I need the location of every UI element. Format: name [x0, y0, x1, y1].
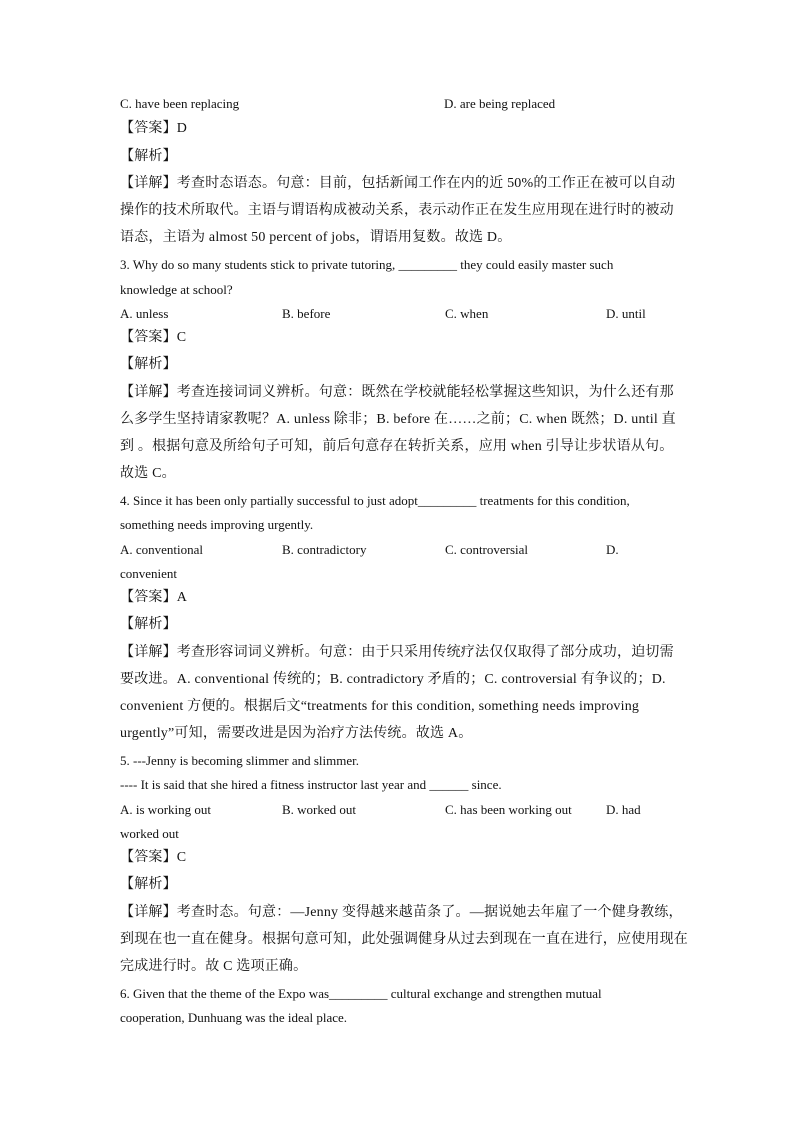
q2-option-c: C. have been replacing: [120, 96, 240, 111]
q4-option-b: B. contradictory: [282, 542, 367, 557]
q2-detail-line: 操作的技术所取代。主语与谓语构成被动关系，表示动作正在发生应用现在进行时的被动: [120, 203, 674, 218]
q2-detail-line: 【详解】考查时态语态。句意：目前，包括新闻工作在内的近 50%的工作正在被可以自动: [120, 176, 676, 191]
q3-detail-line: 到 。根据句意及所给句子可知，前后句意存在转折关系，应用 when 引导让步状语从句。: [120, 439, 674, 454]
q4-option-d-text: convenient: [120, 566, 178, 581]
q3-option-b: B. before: [282, 306, 331, 321]
q4-answer: 【答案】A: [120, 590, 188, 605]
q6-stem-line: cooperation, Dunhuang was the ideal place.: [120, 1010, 348, 1025]
q5-option-c: C. has been working out: [445, 802, 572, 817]
q5-option-a: A. is working out: [120, 802, 211, 817]
q6-stem-line: 6. Given that the theme of the Expo was_________ cultural exchange and strengthen mutual: [120, 986, 602, 1001]
q5-option-d: D. had: [606, 802, 641, 817]
q5-detail-line: 【详解】考查时态。句意：—Jenny 变得越来越苗条了。—据说她去年雇了一个健身教练，: [120, 905, 683, 920]
q5-answer: 【答案】C: [120, 850, 187, 865]
q4-option-d: D.: [606, 542, 619, 557]
q2-answer: 【答案】D: [120, 121, 188, 136]
q5-stem-line: 5. ---Jenny is becoming slimmer and slimmer.: [120, 753, 360, 768]
q2-detail-line: 语态，主语为 almost 50 percent of jobs，谓语用复数。故选 D。: [120, 230, 512, 245]
q4-option-a: A. conventional: [120, 542, 204, 557]
q2-analysis-heading: 【解析】: [120, 149, 177, 164]
q4-stem-line: 4. Since it has been only partially successful to just adopt_________ treatments for this condition,: [120, 493, 630, 508]
q5-stem-line: ---- It is said that she hired a fitness instructor last year and ______ since.: [120, 777, 502, 792]
q4-detail-line: 【详解】考查形容词词义辨析。句意：由于只采用传统疗法仅仅取得了部分成功，迫切需: [120, 645, 674, 660]
q3-detail-line: 故选 C。: [120, 466, 176, 481]
q3-analysis-heading: 【解析】: [120, 357, 177, 372]
q2-option-d: D. are being replaced: [444, 96, 556, 111]
q4-analysis-heading: 【解析】: [120, 617, 177, 632]
q3-detail-line: 【详解】考查连接词词义辨析。句意：既然在学校就能轻松掌握这些知识，为什么还有那: [120, 385, 674, 400]
q4-detail-line: urgently”可知，需要改进是因为治疗方法传统。故选 A。: [120, 726, 473, 741]
q5-detail-line: 到现在也一直在健身。根据句意可知，此处强调健身从过去到现在一直在进行，应使用现在: [120, 932, 688, 947]
q5-option-d-text: worked out: [120, 826, 179, 841]
q5-option-b: B. worked out: [282, 802, 357, 817]
q3-option-d: D. until: [606, 306, 646, 321]
q4-detail-line: 要改进。A. conventional 传统的；B. contradictory 矛盾的；C. controversial 有争议的；D.: [120, 672, 666, 687]
q3-stem-line: knowledge at school?: [120, 282, 233, 297]
q5-analysis-heading: 【解析】: [120, 877, 177, 892]
q3-option-c: C. when: [445, 306, 489, 321]
q4-detail-line: convenient 方便的。根据后文“treatments for this condition, something needs improving: [120, 699, 640, 714]
q4-option-c: C. controversial: [445, 542, 529, 557]
q3-answer: 【答案】C: [120, 330, 187, 345]
q3-option-a: A. unless: [120, 306, 169, 321]
q3-detail-line: 么多学生坚持请家教呢？A. unless 除非；B. before 在……之前；C. when 既然；D. until 直: [120, 412, 676, 427]
q3-stem-line: 3. Why do so many students stick to private tutoring, _________ they could easily master such: [120, 257, 614, 272]
q4-stem-line: something needs improving urgently.: [120, 517, 314, 532]
q5-detail-line: 完成进行时。故 C 选项正确。: [120, 959, 308, 974]
